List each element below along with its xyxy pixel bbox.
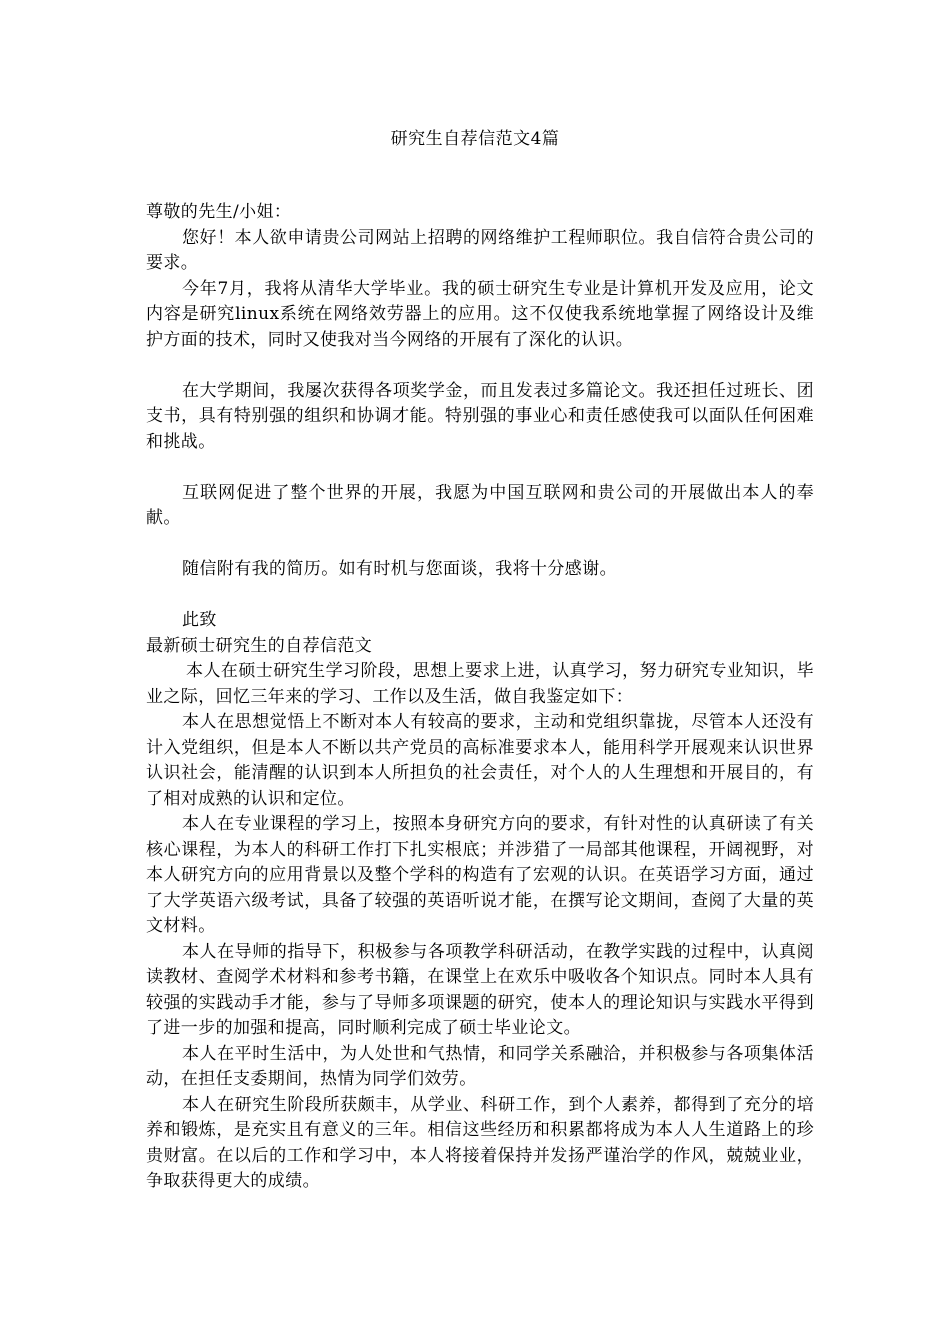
letter2-paragraph-4: 本人在导师的指导下，积极参与各项教学科研活动，在教学实践的过程中，认真阅读教材、查阅学术材料和参考书籍，在课堂上在欢乐中吸收各个知识点。同时本人具有较强的实践动手才能，参与了导师多项课题的研究，使本人的理论知识与实践水平得到了进一步的加强和提高，同时顺利完成了硕士毕业论文。 <box>146 941 814 1038</box>
letter2-paragraph-6: 本人在研究生阶段所获颇丰，从学业、科研工作，到个人素养，都得到了充分的培养和锻炼，是充实且有意义的三年。相信这些经历和积累都将成为本人人生道路上的珍贵财富。在以后的工作和学习中，本人将接着保持并发扬严谨治学的作风，兢兢业业，争取获得更大的成绩。 <box>146 1094 814 1191</box>
blank-line <box>146 583 814 609</box>
letter1-paragraph-5: 随信附有我的简历。如有时机与您面谈，我将十分感谢。 <box>182 559 617 579</box>
letter1-paragraph-3: 在大学期间，我屡次获得各项奖学金，而且发表过多篇论文。我还担任过班长、团支书，具有特别强的组织和协调才能。特别强的事业心和责任感使我可以面队任何困难和挑战。 <box>146 380 814 452</box>
blank-line <box>146 455 814 481</box>
blank-line <box>146 532 814 558</box>
letter1-closing: 此致 <box>182 610 217 630</box>
blank-line <box>146 353 814 379</box>
letter1-paragraph-1: 您好！本人欲申请贵公司网站上招聘的网络维护工程师职位。我自信符合贵公司的要求。 <box>146 227 814 273</box>
letter2-paragraph-3: 本人在专业课程的学习上，按照本身研究方向的要求，有针对性的认真研读了有关核心课程，为本人的科研工作打下扎实根底；并涉猎了一局部其他课程，开阔视野，对本人研究方向的应用背景以及整个学科的构造有了宏观的认识。在英语学习方面，通过了大学英语六级考试，具备了较强的英语听说才能，在撰写论文期间，查阅了大量的英文材料。 <box>146 814 814 936</box>
letter2-paragraph-2: 本人在思想觉悟上不断对本人有较高的要求，主动和党组织靠拢，尽管本人还没有计入党组织，但是本人不断以共产党员的高标准要求本人，能用科学开展观来认识世界认识社会，能清醒的认识到本人所担负的社会责任，对个人的人生理想和开展目的，有了相对成熟的认识和定位。 <box>146 712 814 809</box>
letter1-paragraph-2: 今年7月，我将从清华大学毕业。我的硕士研究生专业是计算机开发及应用，论文内容是研究linux系统在网络效劳器上的应用。这不仅使我系统地掌握了网络设计及维护方面的技术，同时又使我对当今网络的开展有了深化的认识。 <box>146 278 814 350</box>
letter1-paragraph-4: 互联网促进了整个世界的开展，我愿为中国互联网和贵公司的开展做出本人的奉献。 <box>146 482 814 528</box>
document-title: 研究生自荐信范文4篇 <box>390 129 560 149</box>
letter2-paragraph-5: 本人在平时生活中，为人处世和气热情，和同学关系融洽，并积极参与各项集体活动，在担任支委期间，热情为同学们效劳。 <box>146 1043 814 1089</box>
letter2-paragraph-1: 本人在硕士研究生学习阶段，思想上要求上进，认真学习，努力研究专业知识，毕业之际，回忆三年来的学习、工作以及生活，做自我鉴定如下： <box>146 661 814 707</box>
letter1-salutation: 尊敬的先生/小姐： <box>146 202 292 222</box>
document-body <box>146 200 814 1195</box>
letter2-heading: 最新硕士研究生的自荐信范文 <box>146 635 373 656</box>
